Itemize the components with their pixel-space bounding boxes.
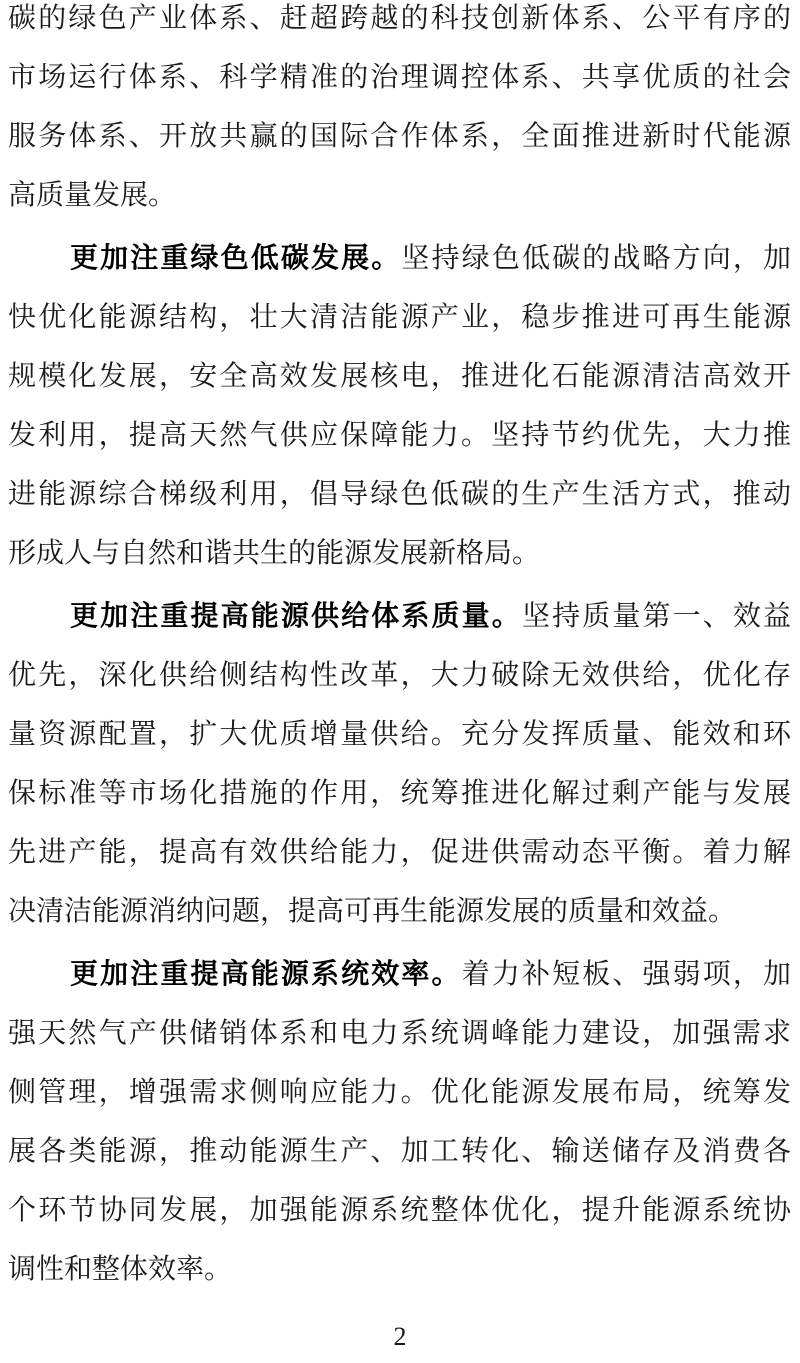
text-line: 进能源综合梯级利用，倡导绿色低碳的生产生活方式，推动 <box>8 477 791 510</box>
paragraph-green-low-carbon <box>8 228 791 582</box>
text-line: 服务体系、开放共赢的国际合作体系，全面推进新时代能源 <box>8 119 791 152</box>
text-line: 发利用，提高天然气供应保障能力。坚持节约优先，大力推 <box>8 418 791 451</box>
text-line <box>8 586 791 645</box>
text-line: 个环节协同发展，加强能源系统整体优化，提升能源系统协 <box>8 1193 791 1226</box>
paragraph-heading: 更加注重绿色低碳发展。 <box>70 241 402 274</box>
paragraph-intro-continuation <box>8 0 791 224</box>
text-line: 调性和整体效率。 <box>8 1252 233 1285</box>
text-line: 高质量发展。 <box>8 178 177 211</box>
text-line: 侧管理，增强需求侧响应能力。优化能源发展布局，统筹发 <box>8 1075 791 1108</box>
text-line: 保标准等市场化措施的作用，统筹推进化解过剩产能与发展 <box>8 776 791 809</box>
text-line <box>8 228 791 287</box>
text-line: 决清洁能源消纳问题，提高可再生能源发展的质量和效益。 <box>8 894 737 927</box>
text-line: 市场运行体系、科学精准的治理调控体系、共享优质的社会 <box>8 60 791 93</box>
text-span: 着力补短板、强弱项，加 <box>461 957 791 990</box>
text-line: 先进产能，提高有效供给能力，促进供需动态平衡。着力解 <box>8 835 791 868</box>
page-number: 2 <box>393 1322 407 1351</box>
text-line: 展各类能源，推动能源生产、加工转化、输送储存及消费各 <box>8 1134 791 1167</box>
text-line: 碳的绿色产业体系、赶超跨越的科技创新体系、公平有序的 <box>8 1 791 34</box>
text-line: 规模化发展，安全高效发展核电，推进化石能源清洁高效开 <box>8 359 791 392</box>
paragraph-supply-quality <box>8 586 791 940</box>
paragraph-heading: 更加注重提高能源系统效率。 <box>70 957 462 990</box>
text-line <box>8 944 791 1003</box>
paragraph-heading: 更加注重提高能源供给体系质量。 <box>70 599 522 632</box>
text-line: 形成人与自然和谐共生的能源发展新格局。 <box>8 536 541 569</box>
text-span: 坚持绿色低碳的战略方向，加 <box>401 241 791 274</box>
text-line: 强天然气产供储销体系和电力系统调峰能力建设，加强需求 <box>8 1016 791 1049</box>
paragraph-system-efficiency <box>8 944 791 1298</box>
text-line: 优先，深化供给侧结构性改革，大力破除无效供给，优化存 <box>8 658 791 691</box>
document-page <box>8 0 791 1302</box>
text-span: 坚持质量第一、效益 <box>521 599 791 632</box>
text-line: 量资源配置，扩大优质增量供给。充分发挥质量、能效和环 <box>8 717 791 750</box>
text-line: 快优化能源结构，壮大清洁能源产业，稳步推进可再生能源 <box>8 300 791 333</box>
